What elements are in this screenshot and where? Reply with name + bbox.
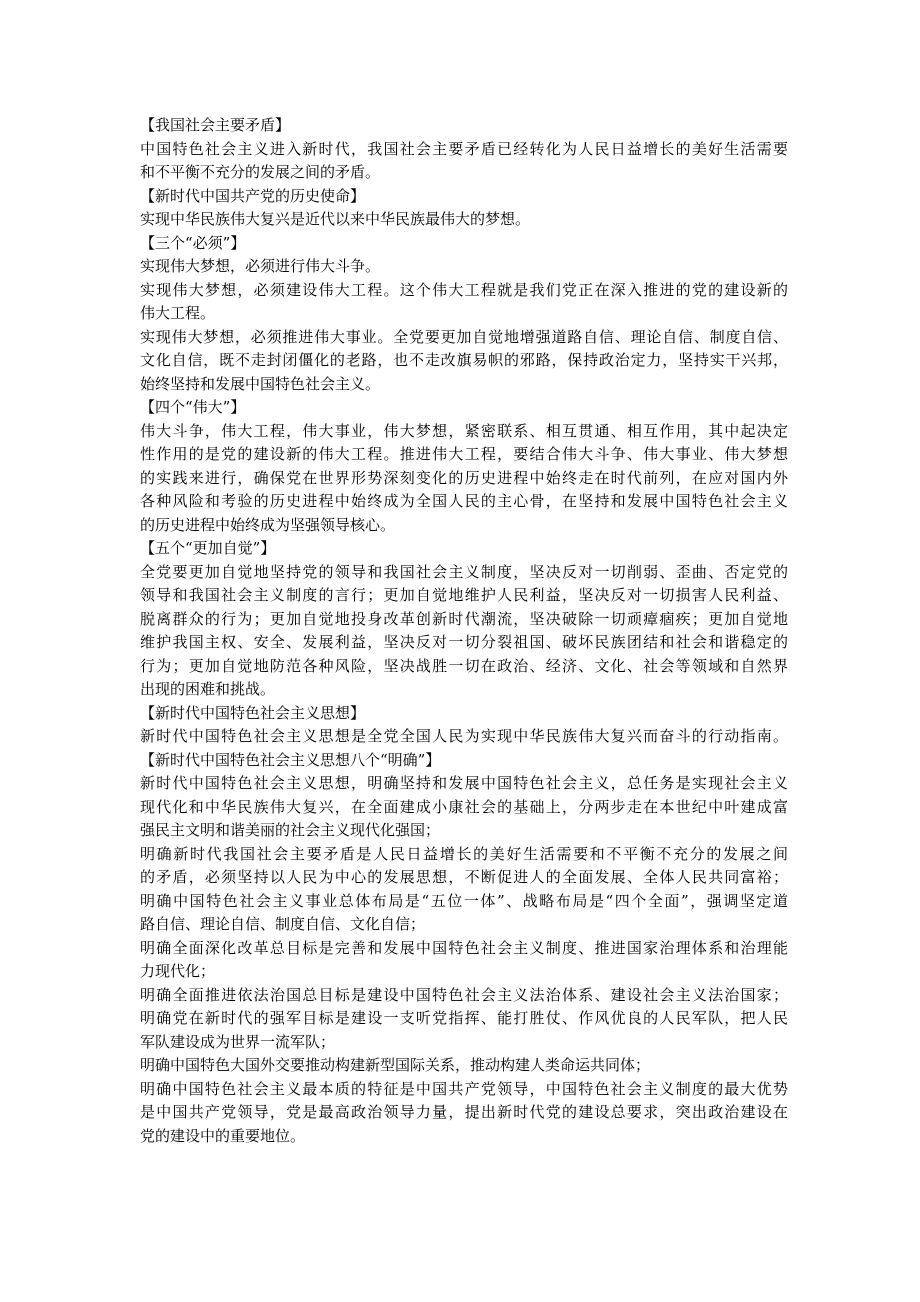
document-body	[140, 114, 788, 1148]
section-heading: 【新时代中国特色社会主义思想八个“明确”】	[140, 750, 441, 769]
paragraph-line: 明确新时代我国社会主要矛盾是人民日益增长的美好生活需要和不平衡不充分的发展之间	[140, 844, 788, 863]
paragraph-line: 新时代中国特色社会主义思想是全党全国人民为实现中华民族伟大复兴而奋斗的行动指南。	[140, 727, 788, 745]
paragraph-line: 实现伟大梦想，必须进行伟大斗争。	[140, 257, 381, 275]
paragraph-line: 各种风险和考验的历史进程中始终成为全国人民的主心骨，在坚持和发展中国特色社会主义	[140, 492, 788, 510]
paragraph-line: 全党要更加自觉地坚持党的领导和我国社会主义制度，坚决反对一切削弱、歪曲、否定党的	[140, 562, 788, 581]
paragraph-line: 实现伟大梦想，必须推进伟大事业。全党要更加自觉地增强道路自信、理论自信、制度自信、	[140, 327, 788, 346]
paragraph-line: 明确全面推进依法治国总目标是建设中国特色社会主义法治体系、建设社会主义法治国家；	[140, 985, 788, 1004]
paragraph-line: 明确中国特色社会主义最本质的特征是中国共产党领导，中国特色社会主义制度的最大优势	[140, 1079, 788, 1098]
paragraph-line: 维护我国主权、安全、发展利益，坚决反对一切分裂祖国、破坏民族团结和社会和谐稳定的	[140, 633, 788, 651]
paragraph-line: 的实践来进行，确保党在世界形势深刻变化的历史进程中始终走在时代前列，在应对国内外	[140, 468, 788, 487]
paragraph-line: 强民主文明和谐美丽的社会主义现代化强国；	[140, 821, 441, 839]
paragraph-line: 出现的困难和挑战。	[140, 680, 276, 698]
paragraph-line: 新时代中国特色社会主义思想，明确坚持和发展中国特色社会主义，总任务是实现社会主义	[140, 774, 788, 792]
paragraph-line: 始终坚持和发展中国特色社会主义。	[140, 374, 381, 393]
paragraph-line: 明确中国特色大国外交要推动构建新型国际关系，推动构建人类命运共同体；	[140, 1056, 651, 1074]
section-heading: 【五个“更加自觉”】	[140, 539, 276, 557]
paragraph-line: 明确党在新时代的强军目标是建设一支听党指挥、能打胜仗、作风优良的人民军队，把人民	[140, 1009, 788, 1027]
section-heading: 【新时代中国特色社会主义思想】	[140, 703, 366, 722]
paragraph-line: 明确全面深化改革总目标是完善和发展中国特色社会主义制度、推进国家治理体系和治理能	[140, 938, 788, 957]
paragraph-line: 党的建设中的重要地位。	[140, 1126, 306, 1145]
paragraph-line: 性作用的是党的建设新的伟大工程。推进伟大工程，要结合伟大斗争、伟大事业、伟大梦想	[140, 445, 788, 463]
paragraph-line: 行为；更加自觉地防范各种风险，坚决战胜一切在政治、经济、文化、社会等领域和自然界	[140, 656, 788, 675]
paragraph-line: 的历史进程中始终成为坚强领导核心。	[140, 515, 396, 534]
paragraph-line: 伟大斗争，伟大工程，伟大事业，伟大梦想，紧密联系、相互贯通、相互作用，其中起决定	[140, 421, 788, 440]
paragraph-line: 明确中国特色社会主义事业总体布局是“五位一体”、战略布局是“四个全面”，强调坚定道	[140, 891, 788, 910]
paragraph-line: 实现伟大梦想，必须建设伟大工程。这个伟大工程就是我们党正在深入推进的党的建设新的	[140, 280, 788, 299]
paragraph-line: 实现中华民族伟大复兴是近代以来中华民族最伟大的梦想。	[140, 210, 531, 228]
paragraph-line: 现代化和中华民族伟大复兴，在全面建成小康社会的基础上，分两步走在本世纪中叶建成富	[140, 797, 788, 816]
section-heading: 【三个“必须”】	[140, 233, 246, 252]
paragraph-line: 伟大工程。	[140, 304, 216, 322]
paragraph-line: 军队建设成为世界一流军队；	[140, 1032, 336, 1051]
paragraph-line: 路自信、理论自信、制度自信、文化自信；	[140, 915, 426, 933]
paragraph-line: 文化自信，既不走封闭僵化的老路，也不走改旗易帜的邪路，保持政治定力，坚持实干兴邦，	[140, 351, 788, 369]
paragraph-line: 力现代化；	[140, 962, 216, 980]
paragraph-line: 中国特色社会主义进入新时代，我国社会主要矛盾已经转化为人民日益增长的美好生活需要	[140, 139, 788, 158]
paragraph-line: 领导和我国社会主义制度的言行；更加自觉地维护人民利益，坚决反对一切损害人民利益、	[140, 586, 788, 604]
section-heading: 【新时代中国共产党的历史使命】	[140, 186, 366, 205]
section-heading: 【四个“伟大”】	[140, 398, 246, 416]
paragraph-line: 脱离群众的行为；更加自觉地投身改革创新时代潮流，坚决破除一切顽瘴痼疾；更加自觉地	[140, 609, 788, 628]
paragraph-line: 是中国共产党领导，党是最高政治领导力量，提出新时代党的建设总要求，突出政治建设在	[140, 1103, 788, 1121]
paragraph-line: 的矛盾，必须坚持以人民为中心的发展思想，不断促进人的全面发展、全体人民共同富裕；	[140, 868, 788, 886]
section-heading: 【我国社会主要矛盾】	[140, 116, 291, 134]
paragraph-line: 和不平衡不充分的发展之间的矛盾。	[140, 163, 381, 181]
